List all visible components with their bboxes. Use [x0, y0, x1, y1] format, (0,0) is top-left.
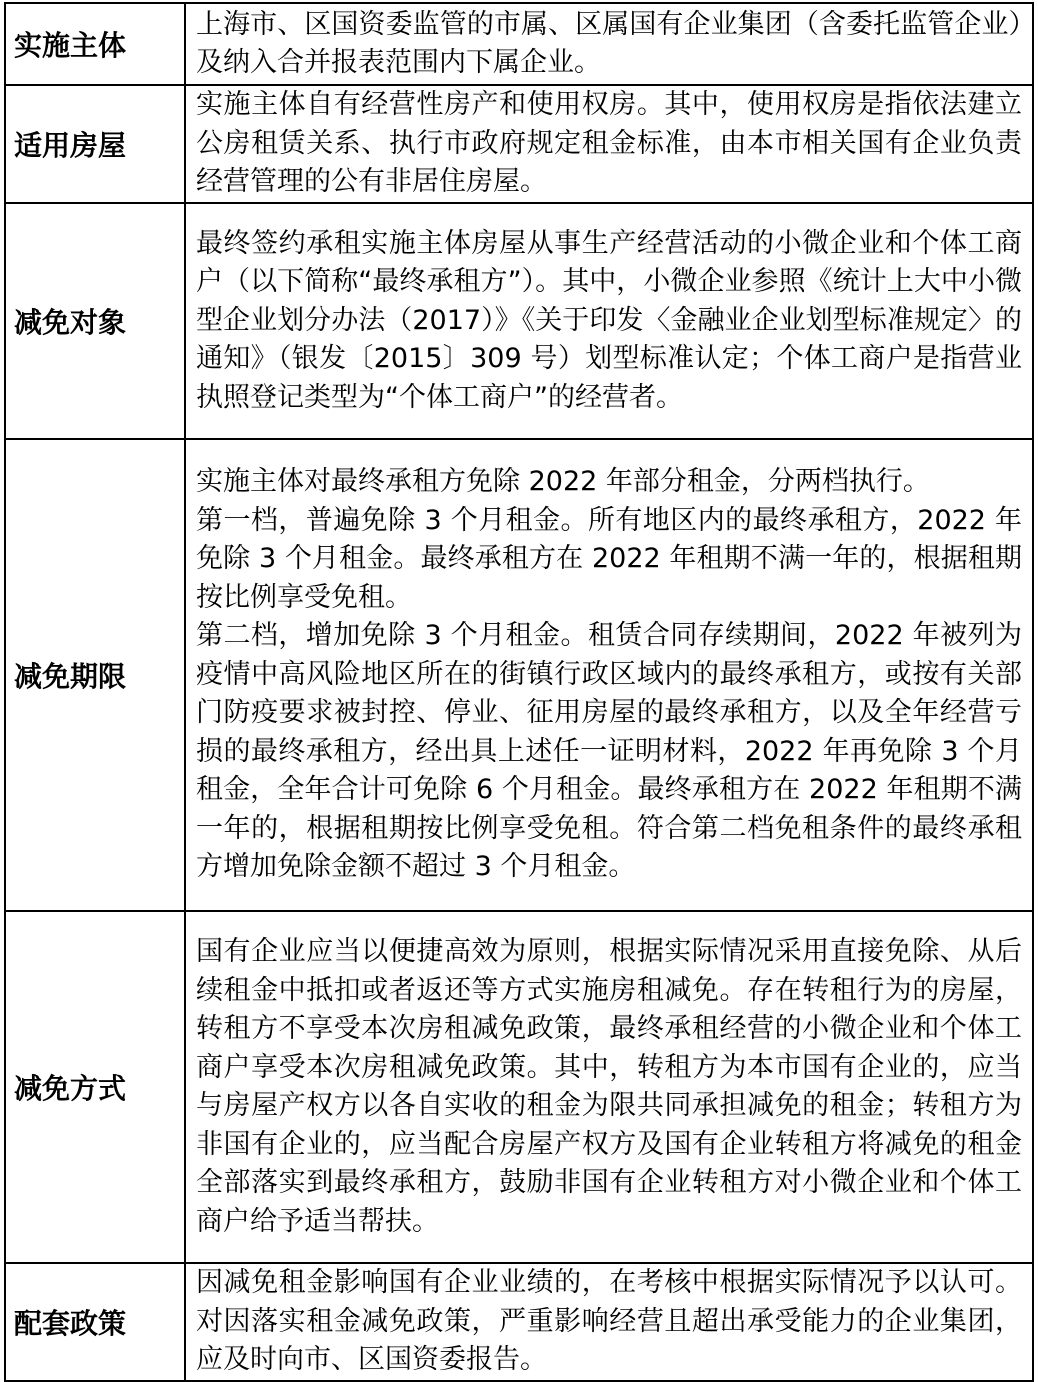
- content-paragraph: 第二档，增加免除 3 个月租金。租赁合同存续期间，2022 年被列为疫情中高风险地区所在的街镇行政区域内的最终承租方，或按有关部门防疫要求被封控、停业、征用房屋的最终承租方，以及全年经营亏损的最终承租方，经出具上述任一证明材料，2022 年再免除 3 个月租金，全年合计可免除 6 个月租金。最终承租方在 2022 年租期不满一年的，根据租期按比例享受免租。符合第二档免租条件的最终承租方增加免除金额不超过 3 个月租金。: [196, 620, 1022, 883]
- row-label-relief-method: 减免方式: [5, 911, 185, 1263]
- content-paragraph: 最终签约承租实施主体房屋从事生产经营活动的小微企业和个体工商户（以下简称“最终承租方”）。其中，小微企业参照《统计上大中小微型企业划分办法（2017）》《关于印发〈金融业企业划型标准规定〉的通知》（银发〔2015〕309 号）划型标准认定；个体工商户是指营业执照登记类型为“个体工商户”的经营者。: [196, 227, 1022, 413]
- table-row: [5, 439, 1033, 911]
- content-paragraph: 因减免租金影响国有企业业绩的，在考核中根据实际情况予以认可。对因落实租金减免政策，严重影响经营且超出承受能力的企业集团，应及时向市、区国资委报告。: [196, 1267, 1022, 1376]
- content-paragraph: 上海市、区国资委监管的市属、区属国有企业集团（含委托监管企业）及纳入合并报表范围内下属企业。: [196, 8, 1022, 78]
- content-paragraph: 国有企业应当以便捷高效为原则，根据实际情况采用直接免除、从后续租金中抵扣或者返还等方式实施房租减免。存在转租行为的房屋，转租方不享受本次房租减免政策，最终承租经营的小微企业和个体工商户享受本次房租减免政策。其中，转租方为本市国有企业的，应当与房屋产权方以各自实收的租金为限共同承担减免的租金；转租方为非国有企业的，应当配合房屋产权方及国有企业转租方将减免的租金全部落实到最终承租方，鼓励非国有企业转租方对小微企业和个体工商户给予适当帮扶。: [196, 936, 1022, 1237]
- policy-table: [4, 2, 1034, 1382]
- row-content-relief-targets: [185, 203, 1033, 439]
- row-content-relief-method: [185, 911, 1033, 1263]
- content-paragraph: 实施主体自有经营性房产和使用权房。其中，使用权房是指依法建立公房租赁关系、执行市政府规定租金标准，由本市相关国有企业负责经营管理的公有非居住房屋。: [196, 89, 1022, 198]
- row-label-implementing-entity: 实施主体: [5, 3, 185, 85]
- row-content-implementing-entity: [185, 3, 1033, 85]
- row-content-supporting-policy: [185, 1263, 1033, 1381]
- row-label-applicable-housing: 适用房屋: [5, 85, 185, 203]
- row-label-relief-period: 减免期限: [5, 439, 185, 911]
- row-content-applicable-housing: [185, 85, 1033, 203]
- table-row: [5, 1263, 1033, 1381]
- row-content-relief-period: [185, 439, 1033, 911]
- table-row: [5, 3, 1033, 85]
- row-label-relief-targets: 减免对象: [5, 203, 185, 439]
- table-row: [5, 85, 1033, 203]
- row-label-supporting-policy: 配套政策: [5, 1263, 185, 1381]
- table-row: [5, 911, 1033, 1263]
- content-paragraph: 第一档，普遍免除 3 个月租金。所有地区内的最终承租方，2022 年免除 3 个月租金。最终承租方在 2022 年租期不满一年的，根据租期按比例享受免租。: [196, 504, 1022, 613]
- table-row: [5, 203, 1033, 439]
- content-paragraph: 实施主体对最终承租方免除 2022 年部分租金，分两档执行。: [196, 466, 930, 498]
